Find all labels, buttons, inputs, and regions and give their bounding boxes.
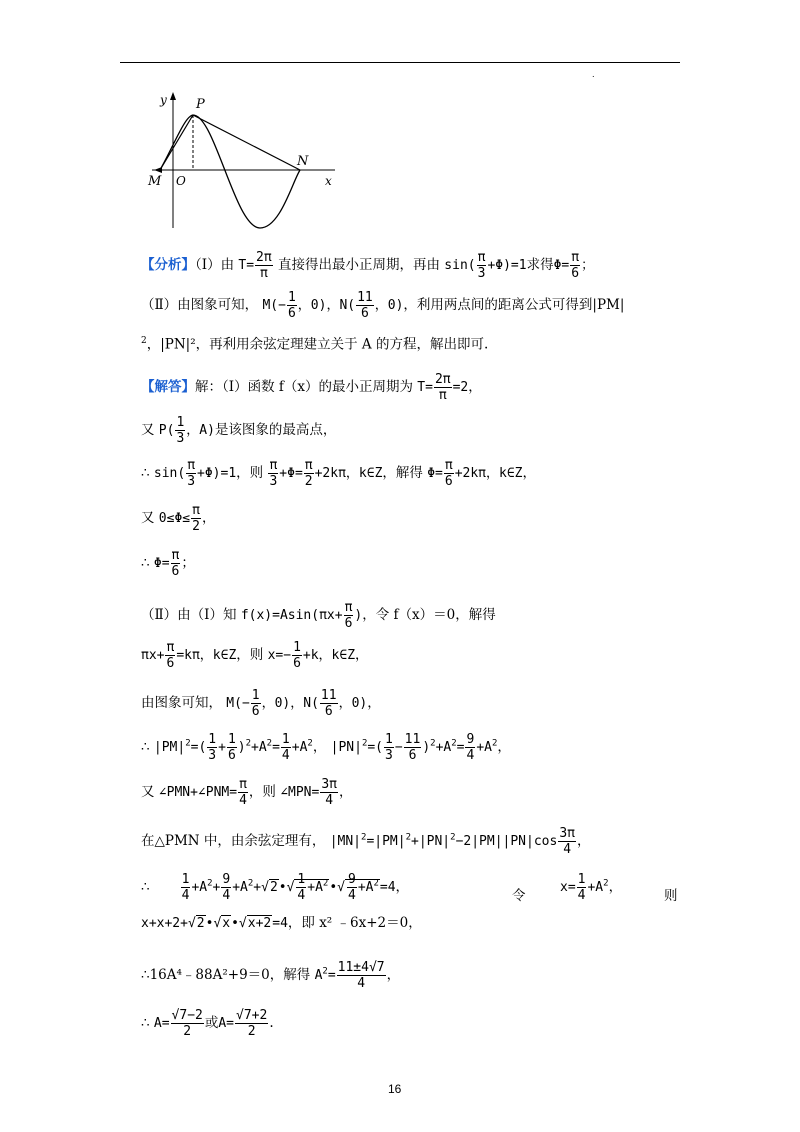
answer-line-14: ∴16A⁴﹣88A²+9＝0，解得 $A^2=$ $\frac{11\pm 4√7}{4}$ ， [141, 960, 401, 991]
sine-graph-figure [140, 88, 340, 233]
answer-line-6: （Ⅱ）由（Ⅰ）知 f(x)=Asin(πx+ $\frac{\pi}{6}$ )，令 f（x）＝0，解得 [141, 600, 496, 631]
answer-line-11: 在△PMN 中，由余弦定理有， $|MN|^2=|PM|^2+|PN|^2-2|PM||PN|\cos$ $\frac{3\pi}{4}$ ， [141, 826, 591, 857]
answer-line-3: ∴ sin( $\frac{\pi}{3}$ +Φ)=1，则 $\frac{\pi}{3}$ +Φ= $\frac{\pi}{2}$ +2kπ，k∈Z，解得 Φ= $\frac{\pi}{6}$ +2kπ，k∈Z， [141, 458, 536, 489]
answer-line-9: ∴ $|PM|^2=$( $\frac{1}{3}$ + $\frac{1}{6}$ )$^2+A^2=$ $\frac{1}{4}$ $+A^2$， $|PN|^2=$( $\frac{1}{3}$ − $\frac{11}{6}$ )$^2+A^2=$ $\frac{9}{4}$ $+A^2$， [141, 732, 511, 763]
header-rule [120, 62, 680, 63]
analysis-line-2: （Ⅱ）由图象可知， M(− $\frac{1}{6}$ ，0)，N( $\frac{11}{6}$ ，0)，利用两点间的距离公式可得到|PM| [141, 290, 625, 321]
answer-line-12-sub: x= $\frac{1}{4}$ $+A^2$， [560, 872, 623, 903]
point-n-label: N [297, 154, 309, 169]
answer-line-7: πx+ $\frac{\pi}{6}$ =kπ，k∈Z，则 x=− $\frac{1}{6}$ +k，k∈Z， [141, 640, 369, 671]
answer-line-12: ∴ $\frac{1}{4}$ $+A^2+$ $\frac{9}{4}$ $+A^2+√2•√$ $\frac{1}{4}$ $+A^2•√$ $\frac{9}{4}$ $+A^2=4$， [141, 872, 410, 903]
let-text: 令 [512, 888, 526, 904]
answer-line-2: 又 P( $\frac{1}{3}$ ，A)是该图象的最高点， [141, 415, 337, 446]
analysis-tag: 【分析】 [141, 257, 195, 273]
answer-line-5: ∴ Φ= $\frac{\pi}{6}$ ； [141, 548, 195, 579]
answer-line-1: 【解答】解：（Ⅰ）函数 f（x）的最小正周期为 T= $\frac{2\pi}{\pi}$ =2， [141, 372, 482, 403]
answer-line-8: 由图象可知， M(− $\frac{1}{6}$ ，0)，N( $\frac{11}{6}$ ，0)， [141, 688, 381, 719]
point-m-label: M [148, 174, 162, 189]
then-text: 则 [664, 888, 678, 904]
header-dot: . [592, 70, 595, 79]
answer-line-4: 又 0≤Φ≤ $\frac{\pi}{2}$ ， [141, 503, 216, 534]
answer-line-13: x+x+2+√2•√x•√x+2=4，即 x² ﹣6x+2＝0， [141, 915, 422, 931]
answer-line-15: ∴ A= $\frac{√7-2}{2}$ 或A= $\frac{√7+2}{2}$ . [141, 1008, 274, 1039]
page-number: 16 [388, 1082, 402, 1096]
answer-tag: 【解答】 [141, 379, 195, 395]
analysis-line-3: $^2$，|PN|²，再利用余弦定理建立关于 A 的方程，解出即可. [141, 336, 489, 353]
axis-y-label: y [160, 93, 167, 107]
analysis-line-1: 【分析】（Ⅰ）由 T= $\frac{2\pi}{\pi}$ 直接得出最小正周期，再由 sin( $\frac{\pi}{3}$ +Φ)=1求得Φ= $\frac{\pi}{6}$ ； [141, 250, 595, 281]
axis-x-label: x [325, 174, 332, 188]
point-p-label: P [196, 97, 205, 112]
answer-line-10: 又 ∠PMN+∠PNM= $\frac{\pi}{4}$ ，则 ∠MPN= $\frac{3\pi}{4}$ ， [141, 777, 353, 808]
origin-label: O [176, 174, 186, 188]
